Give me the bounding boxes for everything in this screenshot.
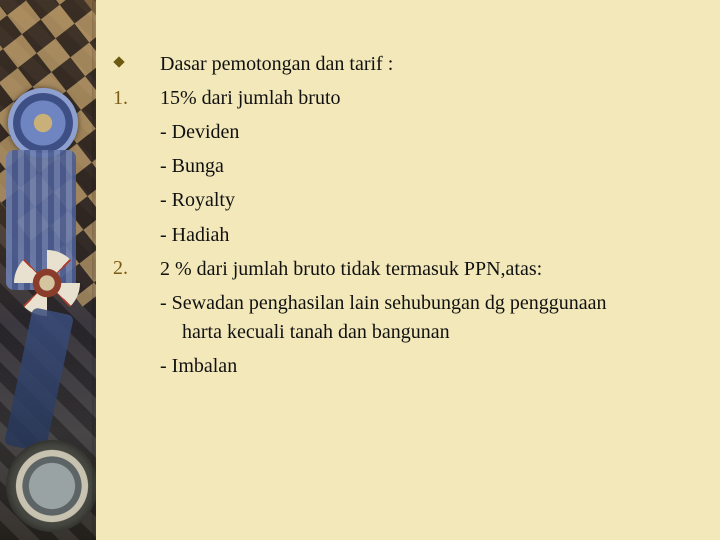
item-2-title: 2 % dari jumlah bruto tidak termasuk PPN,atas: — [160, 258, 543, 280]
item-1-sub-royalty: - Royalty — [160, 189, 235, 211]
list-number-1: 1. — [113, 87, 128, 109]
item-1-sub-hadiah: - Hadiah — [160, 224, 230, 246]
item-2-sub-sewa: - Sewadan penghasilan lain sehubungan dg penggunaan — [160, 292, 607, 314]
item-1-title: 15% dari jumlah bruto — [160, 87, 341, 109]
item-2-sub-imbalan: - Imbalan — [160, 355, 238, 377]
item-2-sub-sewa-continued: harta kecuali tanah dan bangunan — [182, 321, 450, 343]
diamond-bullet-icon — [113, 56, 124, 67]
item-1-sub-bunga: - Bunga — [160, 155, 224, 177]
heading-line: Dasar pemotongan dan tarif : — [160, 53, 394, 75]
item-1-sub-deviden: - Deviden — [160, 121, 240, 143]
list-number-2: 2. — [113, 257, 128, 279]
